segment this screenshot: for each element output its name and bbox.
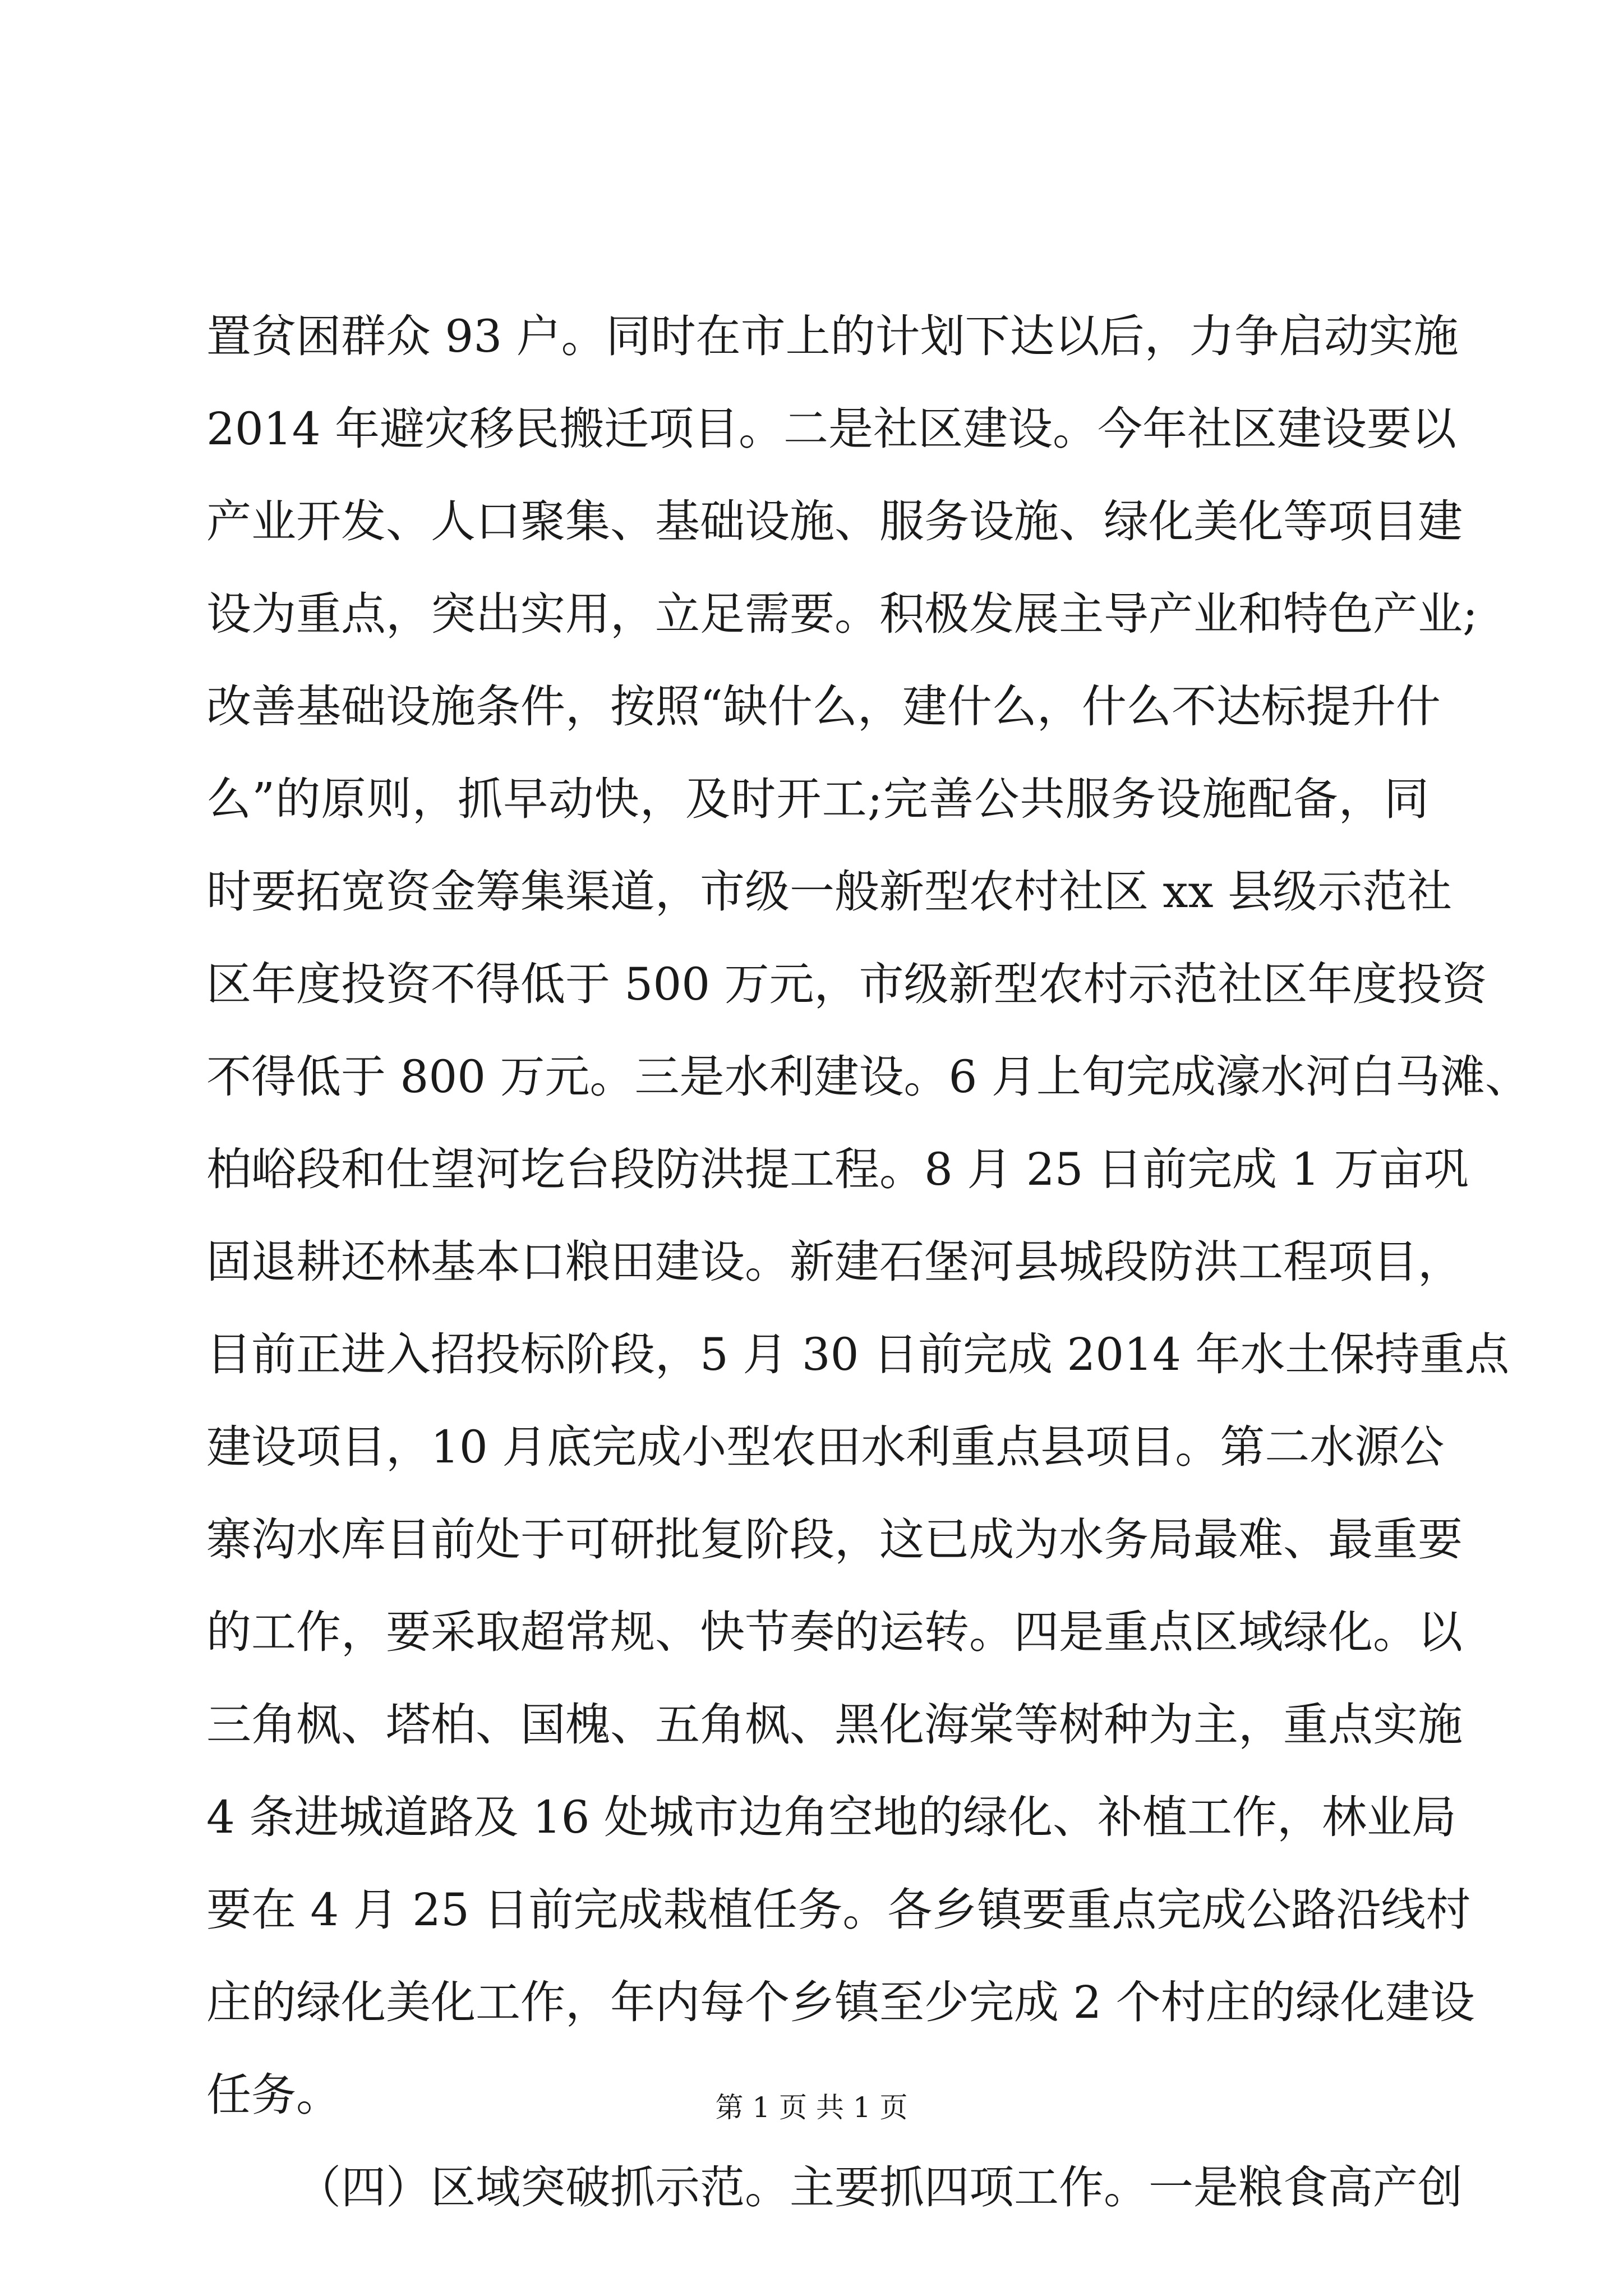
text-line: 寨沟水库目前处于可研批复阶段，这已成为水务局最难、最重要 (206, 1513, 1463, 1566)
text-line: 置贫困群众 93 户。同时在市上的计划下达以后，力争启动实施 (206, 310, 1459, 362)
text-line: 固退耕还林基本口粮田建设。新建石堡河县城段防洪工程项目， (206, 1236, 1463, 1288)
text-line: 庄的绿化美化工作，年内每个乡镇至少完成 2 个村庄的绿化建设 (206, 1976, 1475, 2028)
text-line: 目前正进入招投标阶段，5 月 30 日前完成 2014 年水土保持重点 (206, 1328, 1510, 1381)
text-line: 4 条进城道路及 16 处城市边角空地的绿化、补植工作，林业局 (206, 1791, 1456, 1843)
text-line: 要在 4 月 25 日前完成栽植任务。各乡镇要重点完成公路沿线村 (206, 1884, 1471, 1936)
text-line: 三角枫、塔柏、国槐、五角枫、黑化海棠等树种为主，重点实施 (206, 1699, 1463, 1751)
text-line: 柏峪段和仕望河圪台段防洪提工程。8 月 25 日前完成 1 万亩巩 (206, 1143, 1469, 1195)
text-line: 产业开发、人口聚集、基础设施、服务设施、绿化美化等项目建 (206, 495, 1463, 547)
text-line: 设为重点，突出实用，立足需要。积极发展主导产业和特色产业; (206, 588, 1478, 640)
text-line: 任务。 (206, 2069, 341, 2121)
paragraph-heading-line: （四）区域突破抓示范。主要抓四项工作。一是粮食高产创 (296, 2161, 1463, 2214)
text-line: 改善基础设施条件，按照“缺什么，建什么，什么不达标提升什 (206, 680, 1441, 733)
page-footer: 第 1 页 共 1 页 (715, 2091, 908, 2124)
text-line: 不得低于 800 万元。三是水利建设。6 月上旬完成濠水河白马滩、 (206, 1051, 1530, 1103)
text-line: 时要拓宽资金筹集渠道，市级一般新型农村社区 xx 县级示范社 (206, 866, 1453, 918)
text-line: 的工作，要采取超常规、快节奏的运转。四是重点区域绿化。以 (206, 1606, 1463, 1658)
text-line: 2014 年避灾移民搬迁项目。二是社区建设。今年社区建设要以 (206, 403, 1457, 455)
text-line: 区年度投资不得低于 500 万元，市级新型农村示范社区年度投资 (206, 958, 1487, 1010)
text-line: 么”的原则，抓早动快，及时开工;完善公共服务设施配备，同 (206, 773, 1429, 825)
text-line: 建设项目，10 月底完成小型农田水利重点县项目。第二水源公 (206, 1421, 1445, 1473)
